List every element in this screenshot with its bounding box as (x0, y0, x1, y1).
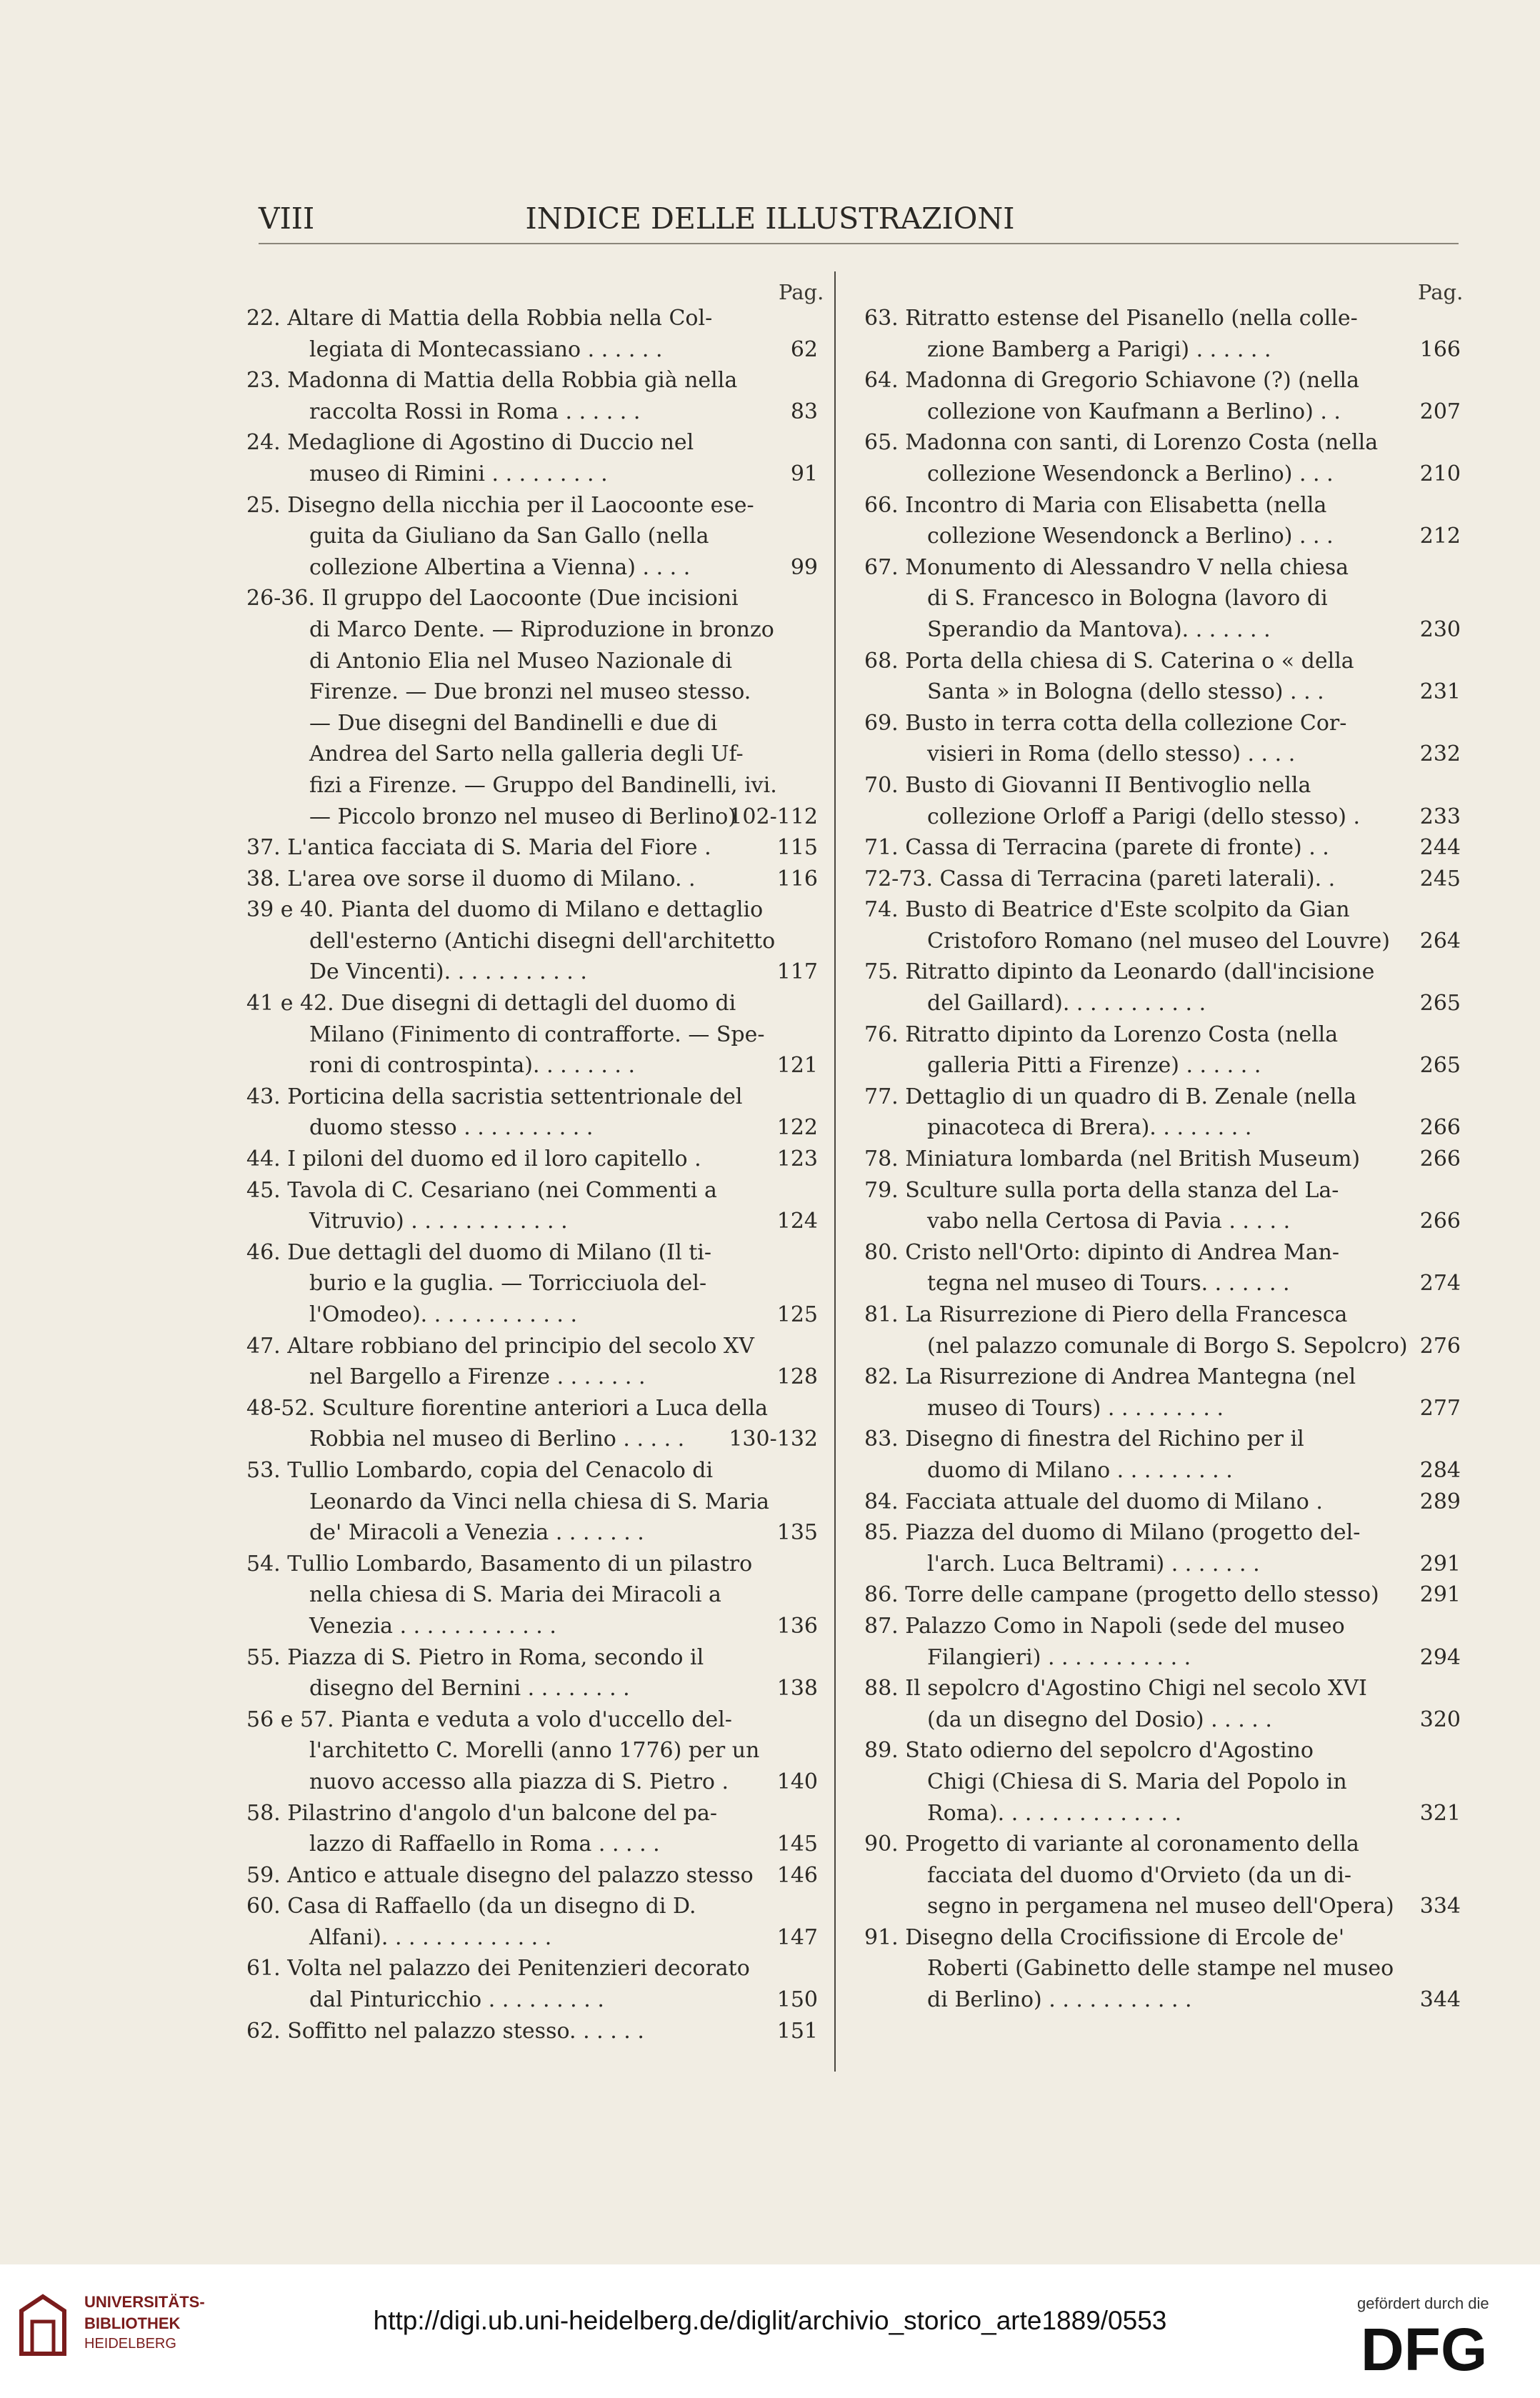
entry-page-number: 266 (1419, 1209, 1461, 1234)
index-entry (864, 1487, 1461, 1518)
entry-line: Alfani). . . . . . . . . . . . . (309, 1924, 552, 1950)
entry-line: 54. Tullio Lombardo, Basamento di un pilastro (246, 1551, 753, 1577)
entry-page-number: 140 (776, 1769, 818, 1794)
index-entry (246, 894, 818, 988)
entry-page-number: 83 (790, 399, 818, 424)
entry-page-number: 136 (776, 1613, 818, 1639)
entry-line: raccolta Rossi in Roma . . . . . . (309, 399, 641, 424)
entry-line: Robbia nel museo di Berlino . . . . . (309, 1427, 685, 1452)
entry-line: galleria Pitti a Firenze) . . . . . . (927, 1053, 1261, 1079)
entry-line: nuovo accesso alla piazza di S. Pietro . (309, 1769, 729, 1794)
entry-line: De Vincenti). . . . . . . . . . . (309, 959, 587, 985)
entry-line: 66. Incontro di Maria con Elisabetta (nella (864, 492, 1327, 518)
entry-line: facciata del duomo d'Orvieto (da un di- (927, 1862, 1352, 1888)
entry-line: disegno del Bernini . . . . . . . . (309, 1676, 630, 1702)
index-entry (246, 864, 818, 895)
entry-line: 46. Due dettagli del duomo di Milano (Il ti- (246, 1239, 712, 1265)
entry-line: collezione Albertina a Vienna) . . . . (309, 554, 691, 580)
entry-page-number: 130-132 (729, 1427, 818, 1452)
entry-line: Andrea del Sarto nella galleria degli Uf- (309, 741, 744, 767)
entry-line: zione Bamberg a Parigi) . . . . . . (927, 336, 1271, 362)
index-entry (246, 583, 818, 832)
index-entry (246, 1144, 818, 1175)
entry-line: 55. Piazza di S. Pietro in Roma, secondo il (246, 1644, 704, 1670)
entry-page-number: 207 (1419, 399, 1461, 424)
entry-line: 56 e 57. Pianta e veduta a volo d'uccello del- (246, 1707, 732, 1732)
index-entry (864, 1829, 1461, 1922)
entry-page-number: 294 (1419, 1644, 1461, 1670)
entry-page-number: 231 (1419, 679, 1461, 705)
entry-line: pinacoteca di Brera). . . . . . . . (927, 1115, 1252, 1141)
entry-line: Milano (Finimento di contrafforte. — Spe- (309, 1021, 765, 1047)
entry-page-number: 91 (790, 461, 818, 486)
entry-line: dal Pinturicchio . . . . . . . . . (309, 1987, 604, 2013)
entry-line: 85. Piazza del duomo di Milano (progetto del- (864, 1520, 1361, 1546)
index-entry (864, 490, 1461, 552)
entry-line: 47. Altare robbiano del principio del secolo XV (246, 1333, 754, 1359)
index-entry (864, 1362, 1461, 1424)
entry-line: di Antonio Elia nel Museo Nazionale di (309, 648, 732, 674)
index-entry (864, 1299, 1461, 1362)
entry-line: 25. Disegno della nicchia per il Laocoonte ese- (246, 492, 754, 518)
index-entry (864, 864, 1461, 895)
index-column-left (246, 303, 818, 2047)
entry-line: visieri in Roma (dello stesso) . . . . (927, 741, 1296, 767)
entry-page-number: 265 (1419, 991, 1461, 1016)
index-entry (864, 365, 1461, 427)
entry-line: guita da Giuliano da San Gallo (nella (309, 524, 709, 549)
entry-line: 64. Madonna di Gregorio Schiavone (?) (nella (864, 368, 1360, 394)
index-entry (246, 427, 818, 489)
index-entry (246, 1081, 818, 1144)
index-entry (864, 1144, 1461, 1175)
index-entry (246, 1891, 818, 1953)
entry-page-number: 244 (1419, 835, 1461, 861)
entry-line: Vitruvio) . . . . . . . . . . . . (309, 1209, 568, 1234)
index-entry (864, 894, 1461, 956)
dfg-logo (1361, 2320, 1511, 2377)
entry-page-number: 233 (1419, 804, 1461, 829)
index-entry (246, 1331, 818, 1393)
entry-line: 62. Soffitto nel palazzo stesso. . . . . . (246, 2018, 644, 2044)
entry-page-number: 291 (1419, 1582, 1461, 1608)
entry-line: 24. Medaglione di Agostino di Duccio nel (246, 430, 694, 456)
index-entry (864, 1735, 1461, 1829)
index-entry (246, 1393, 818, 1455)
entry-line: Leonardo da Vinci nella chiesa di S. Maria (309, 1489, 769, 1514)
entry-line: collezione Wesendonck a Berlino) . . . (927, 524, 1334, 549)
entry-line: nella chiesa di S. Maria dei Miracoli a (309, 1582, 721, 1608)
entry-line: nel Bargello a Firenze . . . . . . . (309, 1364, 646, 1390)
entry-page-number: 121 (776, 1053, 818, 1079)
entry-page-number: 125 (776, 1302, 818, 1327)
entry-line: — Piccolo bronzo nel museo di Berlino) (309, 804, 736, 829)
entry-line: 74. Busto di Beatrice d'Este scolpito da Gian (864, 897, 1350, 923)
entry-line: 58. Pilastrino d'angolo d'un balcone del pa- (246, 1800, 718, 1826)
entry-line: l'arch. Luca Beltrami) . . . . . . . (927, 1551, 1260, 1577)
entry-line: 75. Ritratto dipinto da Leonardo (dall'incisione (864, 959, 1375, 985)
index-column-right (864, 303, 1461, 2016)
index-entry (246, 2016, 818, 2047)
entry-page-number: 123 (776, 1146, 818, 1172)
entry-line: 90. Progetto di variante al coronamento della (864, 1832, 1359, 1857)
index-entry (864, 708, 1461, 770)
library-logo-line3: HEIDELBERG (84, 2336, 176, 2352)
header-rule (259, 243, 1459, 244)
index-entry (864, 832, 1461, 864)
column-divider (834, 271, 836, 2072)
entry-line: 53. Tullio Lombardo, copia del Cenacolo di (246, 1457, 714, 1483)
entry-line: Filangieri) . . . . . . . . . . . (927, 1644, 1191, 1670)
entry-page-number: 102-112 (729, 804, 818, 829)
entry-page-number: 116 (776, 866, 818, 891)
entry-line: l'architetto C. Morelli (anno 1776) per un (309, 1738, 760, 1764)
index-entry (246, 1798, 818, 1860)
entry-line: (nel palazzo comunale di Borgo S. Sepolcro) (927, 1333, 1408, 1359)
entry-page-number: 145 (776, 1832, 818, 1857)
entry-line: burio e la guglia. — Torricciuola del- (309, 1271, 707, 1297)
index-entry (864, 956, 1461, 1019)
entry-page-number: 320 (1419, 1707, 1461, 1732)
entry-line: 44. I piloni del duomo ed il loro capitello . (246, 1146, 701, 1172)
entry-line: 67. Monumento di Alessandro V nella chiesa (864, 554, 1349, 580)
entry-line: 68. Porta della chiesa di S. Caterina o « della (864, 648, 1354, 674)
entry-page-number: 124 (776, 1209, 818, 1234)
index-entry (864, 1424, 1461, 1486)
index-entry (864, 1673, 1461, 1735)
entry-line: di Berlino) . . . . . . . . . . . (927, 1987, 1192, 2013)
index-entry (864, 1019, 1461, 1081)
entry-page-number: 128 (776, 1364, 818, 1390)
entry-page-number: 232 (1419, 741, 1461, 767)
entry-line: 78. Miniatura lombarda (nel British Museum) (864, 1146, 1361, 1172)
entry-line: — Due disegni del Bandinelli e due di (309, 710, 718, 736)
entry-line: 82. La Risurrezione di Andrea Mantegna (nel (864, 1364, 1356, 1390)
entry-line: collezione Orloff a Parigi (dello stesso) . (927, 804, 1361, 829)
entry-line: 81. La Risurrezione di Piero della Francesca (864, 1302, 1348, 1327)
entry-line: 70. Busto di Giovanni II Bentivoglio nella (864, 772, 1311, 798)
entry-line: segno in pergamena nel museo dell'Opera) (927, 1894, 1394, 1919)
entry-line: 72-73. Cassa di Terracina (pareti laterali). . (864, 866, 1336, 891)
entry-line: l'Omodeo). . . . . . . . . . . . (309, 1302, 577, 1327)
entry-line: tegna nel museo di Tours. . . . . . . (927, 1271, 1290, 1297)
entry-page-number: 99 (790, 554, 818, 580)
entry-page-number: 147 (776, 1924, 818, 1950)
entry-page-number: 334 (1419, 1894, 1461, 1919)
entry-line: di S. Francesco in Bologna (lavoro di (927, 586, 1328, 611)
entry-page-number: 166 (1419, 336, 1461, 362)
entry-line: 84. Facciata attuale del duomo di Milano . (864, 1489, 1323, 1514)
funding-note: gefördert durch die (1357, 2294, 1489, 2312)
entry-page-number: 291 (1419, 1551, 1461, 1577)
index-entry (246, 365, 818, 427)
permalink-url[interactable]: http://digi.ub.uni-heidelberg.de/diglit/archivio_storico_arte1889/0553 (373, 2306, 1167, 2335)
entry-line: 87. Palazzo Como in Napoli (sede del museo (864, 1613, 1345, 1639)
entry-line: 45. Tavola di C. Cesariano (nei Commenti a (246, 1177, 717, 1203)
entry-line: (da un disegno del Dosio) . . . . . (927, 1707, 1272, 1732)
entry-line: Venezia . . . . . . . . . . . . (309, 1613, 556, 1639)
entry-line: 23. Madonna di Mattia della Robbia già nella (246, 368, 738, 394)
entry-page-number: 151 (776, 2018, 818, 2044)
entry-page-number: 117 (776, 959, 818, 985)
entry-line: 39 e 40. Pianta del duomo di Milano e dettaglio (246, 897, 764, 923)
entry-line: 79. Sculture sulla porta della stanza del La- (864, 1177, 1339, 1203)
entry-page-number: 146 (776, 1862, 818, 1888)
entry-line: 76. Ritratto dipinto da Lorenzo Costa (nella (864, 1021, 1339, 1047)
index-entry (864, 646, 1461, 708)
entry-line: 61. Volta nel palazzo dei Penitenzieri decorato (246, 1956, 750, 1982)
entry-page-number: 138 (776, 1676, 818, 1702)
entry-line: Roma). . . . . . . . . . . . . . (927, 1800, 1182, 1826)
entry-line: 59. Antico e attuale disegno del palazzo stesso (246, 1862, 754, 1888)
index-entry (864, 1081, 1461, 1144)
dfg-logo-text: DFG (1361, 2320, 1488, 2377)
entry-line: Sperandio da Mantova). . . . . . . (927, 616, 1271, 642)
entry-page-number: 62 (790, 336, 818, 362)
entry-page-number: 115 (776, 835, 818, 861)
index-entry (246, 303, 818, 365)
entry-line: fizi a Firenze. — Gruppo del Bandinelli, ivi. (309, 772, 777, 798)
entry-page-number: 266 (1419, 1146, 1461, 1172)
entry-page-number: 230 (1419, 616, 1461, 642)
index-entry (864, 1611, 1461, 1673)
index-entry (864, 1175, 1461, 1237)
entry-line: 69. Busto in terra cotta della collezione Cor- (864, 710, 1347, 736)
index-entry (864, 552, 1461, 646)
entry-line: 22. Altare di Mattia della Robbia nella Col- (246, 306, 713, 331)
index-entry (246, 988, 818, 1081)
index-entry (246, 1642, 818, 1704)
index-entry (246, 1704, 818, 1798)
entry-line: 77. Dettaglio di un quadro di B. Zenale (nella (864, 1084, 1357, 1109)
index-entry (246, 1237, 818, 1331)
entry-line: 43. Porticina della sacristia settentrionale del (246, 1084, 743, 1109)
index-entry (246, 1175, 818, 1237)
entry-page-number: 265 (1419, 1053, 1461, 1079)
entry-page-number: 274 (1419, 1271, 1461, 1297)
entry-line: Firenze. — Due bronzi nel museo stesso. (309, 679, 751, 705)
library-logo-line1: UNIVERSITÄTS- (84, 2293, 205, 2311)
library-logo-line2: BIBLIOTHEK (84, 2314, 181, 2332)
entry-line: duomo di Milano . . . . . . . . . (927, 1457, 1233, 1483)
entry-line: 91. Disegno della Crocifissione di Ercole de' (864, 1924, 1345, 1950)
entry-line: 37. L'antica facciata di S. Maria del Fiore . (246, 835, 711, 861)
entry-line: 63. Ritratto estense del Pisanello (nella colle- (864, 306, 1358, 331)
index-entry (246, 490, 818, 584)
index-entry (864, 1517, 1461, 1579)
entry-line: legiata di Montecassiano . . . . . . (309, 336, 663, 362)
pag-label-left: Pag. (779, 280, 824, 304)
entry-line: Cristoforo Romano (nel museo del Louvre) (927, 928, 1390, 954)
entry-page-number: 264 (1419, 928, 1461, 954)
entry-page-number: 277 (1419, 1395, 1461, 1421)
entry-line: 65. Madonna con santi, di Lorenzo Costa (nella (864, 430, 1379, 456)
index-entry (246, 832, 818, 864)
entry-line: Roberti (Gabinetto delle stampe nel museo (927, 1956, 1394, 1982)
entry-page-number: 210 (1419, 461, 1461, 486)
entry-line: collezione Wesendonck a Berlino) . . . (927, 461, 1334, 486)
entry-page-number: 245 (1419, 866, 1461, 891)
entry-line: 26-36. Il gruppo del Laocoonte (Due incisioni (246, 586, 739, 611)
page-title: INDICE DELLE ILLUSTRAZIONI (525, 201, 1015, 236)
entry-page-number: 284 (1419, 1457, 1461, 1483)
index-entry (864, 1237, 1461, 1299)
entry-line: 38. L'area ove sorse il duomo di Milano. . (246, 866, 696, 891)
index-entry (864, 1579, 1461, 1611)
entry-page-number: 135 (776, 1520, 818, 1546)
entry-line: del Gaillard). . . . . . . . . . . (927, 991, 1206, 1016)
entry-line: lazzo di Raffaello in Roma . . . . . (309, 1832, 660, 1857)
entry-page-number: 266 (1419, 1115, 1461, 1141)
entry-line: Chigi (Chiesa di S. Maria del Popolo in (927, 1769, 1347, 1794)
index-entry (246, 1549, 818, 1642)
entry-line: di Marco Dente. — Riproduzione in bronzo (309, 616, 774, 642)
entry-line: 41 e 42. Due disegni di dettagli del duomo di (246, 991, 736, 1016)
index-entry (864, 303, 1461, 365)
entry-page-number: 212 (1419, 524, 1461, 549)
index-entry (864, 427, 1461, 489)
entry-page-number: 150 (776, 1987, 818, 2013)
entry-line: dell'esterno (Antichi disegni dell'architetto (309, 928, 776, 954)
index-entry (246, 1860, 818, 1892)
entry-line: duomo stesso . . . . . . . . . . (309, 1115, 594, 1141)
pag-label-right: Pag. (1418, 280, 1464, 304)
index-entry (864, 1922, 1461, 2016)
index-entry (246, 1455, 818, 1549)
entry-page-number: 321 (1419, 1800, 1461, 1826)
entry-line: museo di Rimini . . . . . . . . . (309, 461, 608, 486)
entry-line: de' Miracoli a Venezia . . . . . . . (309, 1520, 644, 1546)
entry-line: 83. Disegno di finestra del Richino per il (864, 1427, 1304, 1452)
entry-page-number: 344 (1419, 1987, 1461, 2013)
entry-line: 80. Cristo nell'Orto: dipinto di Andrea Man- (864, 1239, 1340, 1265)
entry-page-number: 122 (776, 1115, 818, 1141)
entry-line: 48-52. Sculture fiorentine anteriori a Luca della (246, 1395, 768, 1421)
entry-page-number: 289 (1419, 1489, 1461, 1514)
entry-line: 60. Casa di Raffaello (da un disegno di D. (246, 1894, 696, 1919)
entry-line: Santa » in Bologna (dello stesso) . . . (927, 679, 1324, 705)
page-number: VIII (259, 201, 315, 236)
entry-page-number: 276 (1419, 1333, 1461, 1359)
index-entry (864, 770, 1461, 832)
entry-line: vabo nella Certosa di Pavia . . . . . (927, 1209, 1291, 1234)
entry-line: 88. Il sepolcro d'Agostino Chigi nel secolo XVI (864, 1676, 1367, 1702)
entry-line: 89. Stato odierno del sepolcro d'Agostino (864, 1738, 1314, 1764)
entry-line: 86. Torre delle campane (progetto dello stesso) (864, 1582, 1379, 1608)
entry-line: 71. Cassa di Terracina (parete di fronte) . . (864, 835, 1329, 861)
entry-line: collezione von Kaufmann a Berlino) . . (927, 399, 1341, 424)
entry-line: roni di controspinta). . . . . . . . (309, 1053, 636, 1079)
entry-line: museo di Tours) . . . . . . . . . (927, 1395, 1224, 1421)
index-entry (246, 1953, 818, 2015)
